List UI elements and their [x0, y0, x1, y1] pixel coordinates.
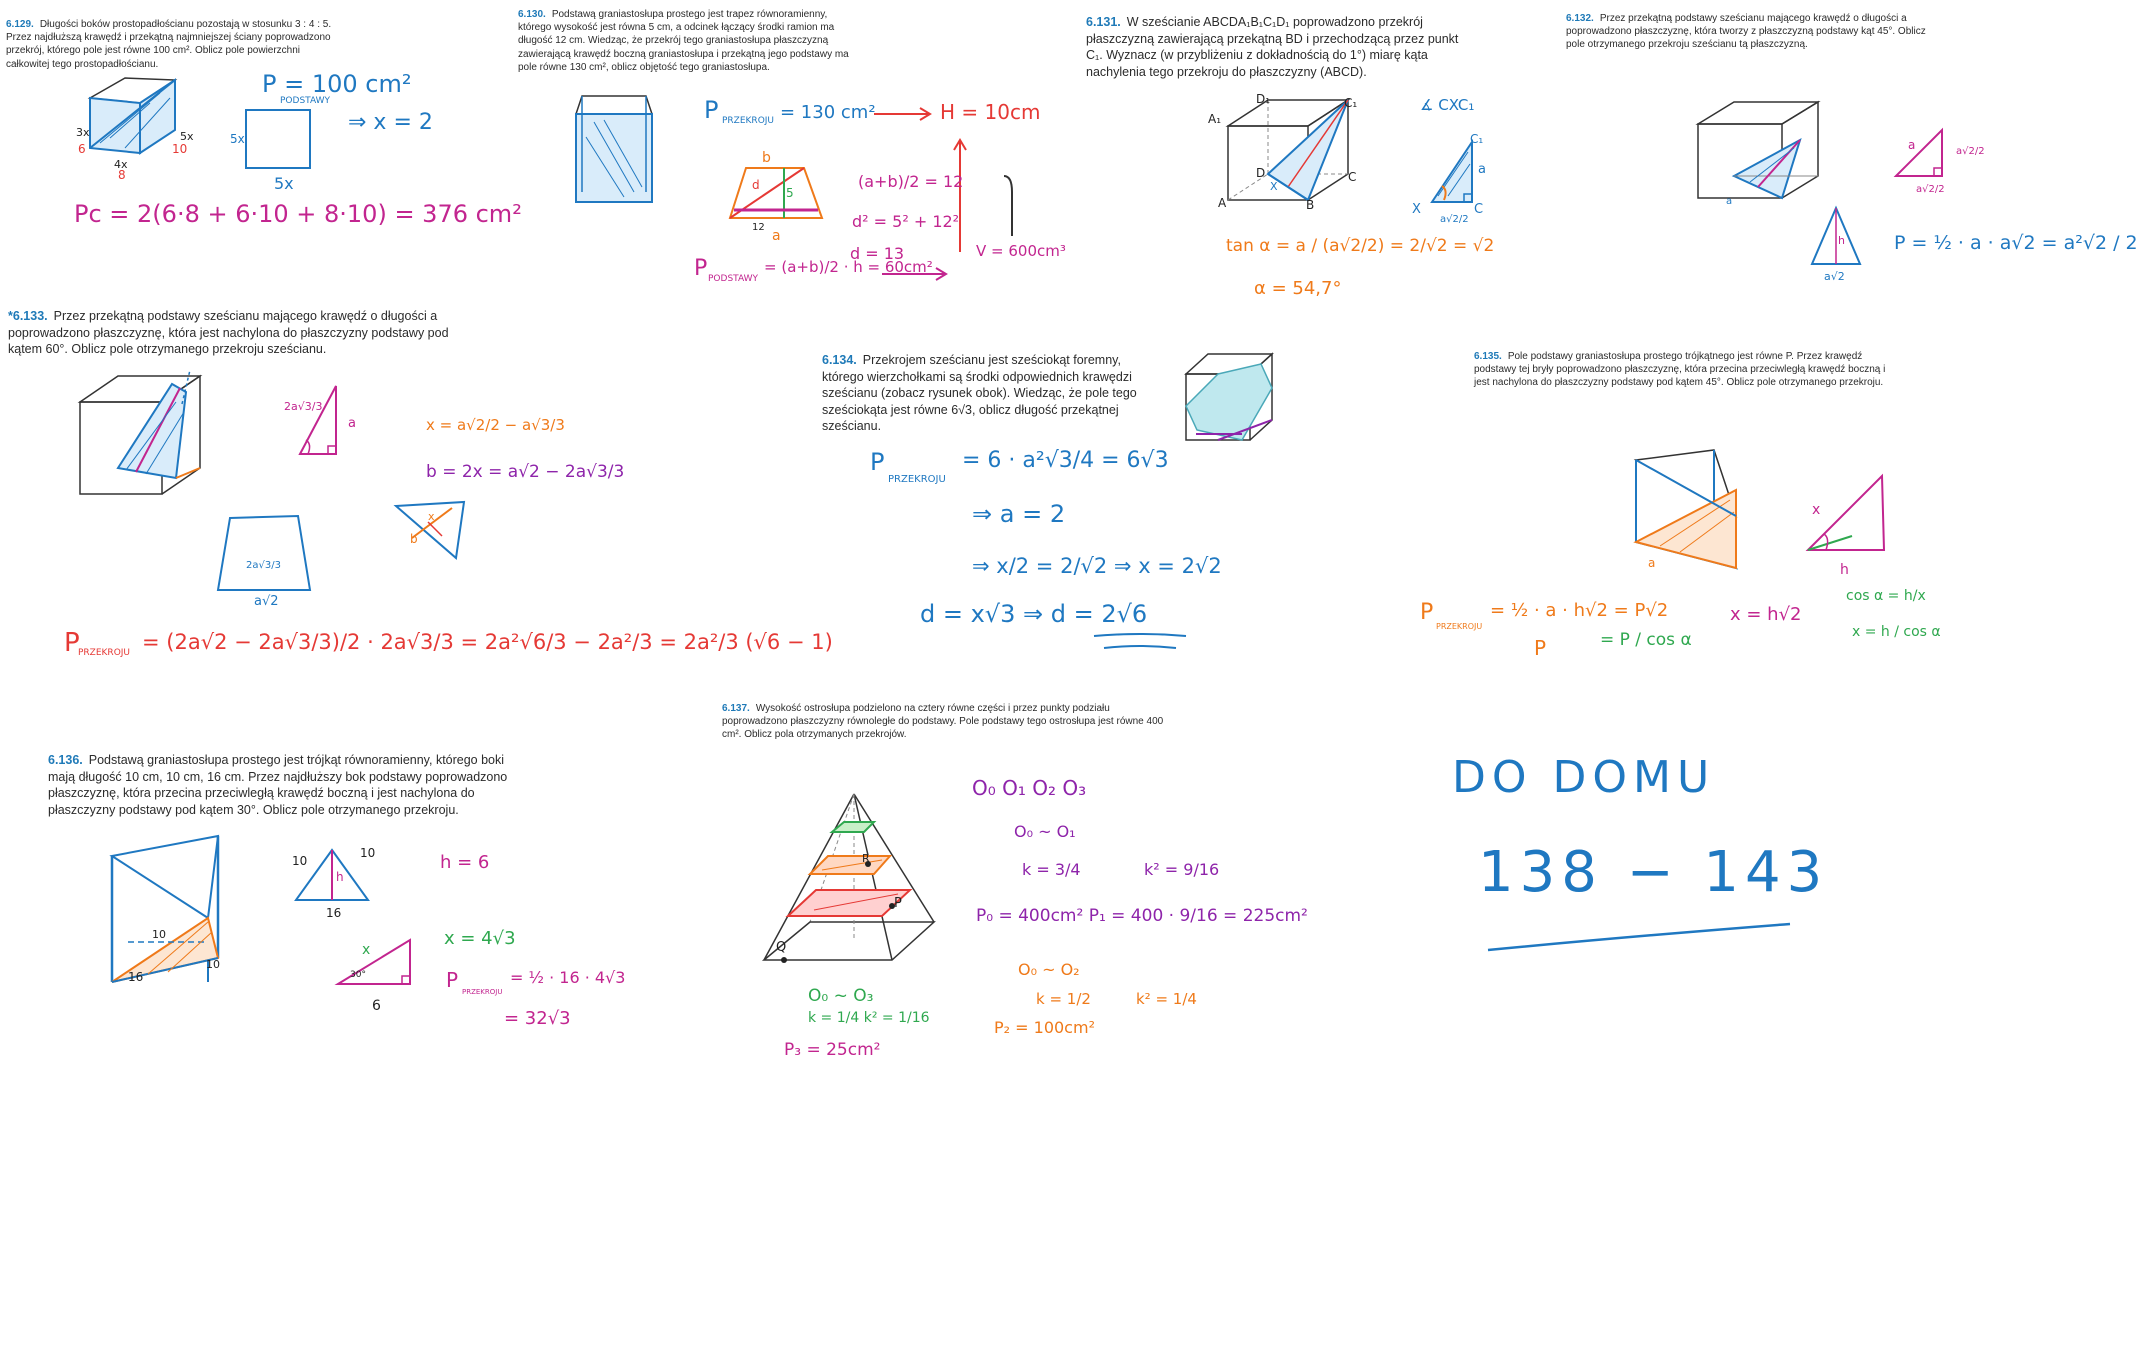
section-area-formula: = ½ · a · h√2 = P√2 — [1490, 600, 1669, 621]
task-text: Wysokość ostrosłupa podzielono na cztery równe części i przez punkty podziału poprowadzono płaszczyzny równoległe do podstawy. Pole podstawy tego ostrosłupa jest równe 400 cm². Oblicz pola otrzymanych przekrojów. — [722, 703, 1164, 741]
area-p1: P₀ = 400cm² P₁ = 400 · 9/16 = 225cm² — [976, 906, 1308, 926]
section-area-formula: = ½ · 16 · 4√3 — [510, 968, 626, 987]
prism-10a: 10 — [152, 928, 166, 941]
section-area-result: = 32√3 — [504, 1008, 571, 1029]
vertex-C: C — [1348, 170, 1357, 184]
label-6: 6 — [78, 142, 86, 156]
task-6-133 — [8, 308, 468, 358]
vertex-A1: A₁ — [1208, 112, 1222, 126]
volume-value: V = 600cm³ — [976, 242, 1066, 260]
trap-12: 12 — [752, 222, 765, 233]
x-cos: x = h / cos α — [1852, 624, 1941, 640]
vertex-D: D — [1256, 166, 1266, 180]
p-under: P — [1534, 636, 1547, 660]
task-text: Podstawą graniastosłupa prostego jest trapez równoramienny, którego wysokość jest równa 5 cm, a odcinek łączący środki ramion ma długość 12 cm. Wiedząc, że przekrój tego graniastosłupa płaszczyzną zawierającą krawędź boczną graniastosłupa i przekątną jego podstawy ma pole równe 130 cm², oblicz objętość tego graniastosłupa. — [518, 9, 849, 73]
kite-b: b — [410, 532, 418, 546]
task-text: Długości boków prostopadłościanu pozostają w stosunku 3 : 4 : 5. Przez najdłuższą krawędź i przekątną najmniejszej ściany poprowadzono przekrój, którego pole jest równe 100 cm². Oblicz pole powierzchni całkowitej tego prostopadłościanu. — [6, 19, 332, 70]
eq-pythag: d² = 5² + 12² — [852, 212, 960, 231]
point-R: R — [862, 852, 870, 865]
base-area-label: P — [694, 256, 708, 281]
task-text: Podstawą graniastosłupa prostego jest trójkąt równoramienny, którego boki mają długość 10 cm, 10 cm, 16 cm. Przez najdłuższy bok podstawy poprowadzono płaszczyznę, która przecina przeciwległą krawędź boczną i jest nachylona do płaszczyzny podstawy pod kątem 30°. Oblicz pole otrzymanego przekroju. — [48, 753, 508, 817]
task-6-135 — [1474, 350, 1888, 390]
prism-a: a — [1648, 556, 1656, 570]
eq-d: d = 13 — [850, 244, 905, 263]
homework-underline — [1484, 916, 1794, 956]
total-area: Pc = 2(6·8 + 6·10 + 8·10) = 376 cm² — [74, 200, 522, 228]
base-10a: 10 — [292, 854, 308, 868]
point-P: P — [894, 896, 902, 911]
section-area-sub: PRZEKROJU — [722, 116, 775, 126]
tri-hyp-label: 2a√3/3 — [284, 400, 323, 413]
k1: k = 3/4 — [1022, 860, 1081, 879]
tan-formula: tan α = a / (a√2/2) = 2/√2 = √2 — [1226, 236, 1495, 256]
b-formula: b = 2x = a√2 − 2a√3/3 — [426, 462, 625, 482]
x-formula: x = h√2 — [1730, 604, 1802, 625]
prism-16: 16 — [128, 970, 144, 984]
point-Q: Q — [776, 940, 787, 955]
section-area-label: P — [704, 96, 719, 124]
triangle-136 — [334, 936, 414, 988]
sim-02: O₀ ~ O₂ — [1018, 960, 1080, 979]
task-number: 6.134. — [822, 353, 857, 367]
task-number: *6.133. — [8, 309, 48, 323]
tri-side-right: a√2/2 — [1956, 146, 1985, 157]
tri-a: a — [1478, 162, 1486, 177]
angle-cxc1: ∡ CXC₁ — [1420, 96, 1475, 114]
trapezoid-133 — [214, 514, 314, 594]
section-area-label: P — [64, 628, 80, 658]
arrow-to-h — [872, 104, 934, 124]
task-6-134 — [822, 352, 1166, 435]
hexagon-cube-134 — [1182, 350, 1276, 450]
task-6-136 — [48, 752, 518, 818]
task-number: 6.136. — [48, 753, 83, 767]
trap-a: a — [772, 228, 781, 244]
base-h: h — [336, 870, 344, 884]
tri-6: 6 — [372, 998, 381, 1014]
task-text: Pole podstawy graniastosłupa prostego trójkątnego jest równe P. Przez krawędź podstawy tej bryły poprowadzono płaszczyznę, która przecina przeciwległą krawędź boczną i jest nachylona do płaszczyzny podstawy pod kątem 45°. Oblicz pole otrzymanego przekroju. — [1474, 351, 1886, 389]
task-6-132 — [1566, 12, 1926, 52]
iso-base: a√2 — [1824, 270, 1845, 283]
k2sq: k² = 1/4 — [1136, 990, 1197, 1008]
task-text: Przez przekątną podstawy sześcianu mającego krawędź o długości a poprowadzono płaszczyznę, która jest nachylona do płaszczyzny podstawy pod kątem 60°. Oblicz pole otrzymanego przekroju sześcianu. — [8, 309, 449, 356]
underline-134 — [1090, 630, 1190, 654]
homework-range: 138 − 143 — [1478, 840, 1829, 905]
tri-X: X — [1412, 202, 1421, 217]
task-number: 6.135. — [1474, 351, 1502, 362]
iso-h: h — [1838, 234, 1845, 247]
label-5x: 5x — [180, 130, 194, 143]
task-6-131 — [1086, 14, 1476, 80]
task-number: 6.131. — [1086, 15, 1121, 29]
base-area-sub: PODSTAWY — [708, 274, 759, 284]
tri-a-label: a — [348, 416, 356, 431]
prism-diagram-130 — [574, 92, 654, 212]
rectangle-sketch — [244, 108, 314, 172]
dashed-extension — [178, 368, 198, 408]
area-given: P = 100 cm² — [262, 70, 412, 98]
sections-list: O₀ O₁ O₂ O₃ — [972, 776, 1087, 800]
tri-x: x — [362, 942, 371, 958]
arrow-up — [950, 136, 970, 256]
area-subscript: PODSTAWY — [280, 96, 331, 106]
task-text: W sześcianie ABCDA₁B₁C₁D₁ poprowadzono przekrój płaszczyzną zawierającą przekątną BD i przechodzącą przez punkt C₁. Wyznacz (w przybliżeniu z dokładnością do 1°) miarę kąta nachylenia tego przekroju do płaszczyzny (ABCD). — [1086, 15, 1459, 79]
label-10: 10 — [172, 142, 188, 156]
tri-x: x — [1812, 502, 1821, 518]
area-p3: P₃ = 25cm² — [784, 1040, 881, 1060]
tri-C1: C₁ — [1470, 132, 1484, 146]
trap-d: d — [752, 178, 760, 192]
vertex-C1: C₁ — [1344, 96, 1358, 110]
hex-area-label: P — [870, 448, 885, 476]
trap-b: b — [762, 150, 771, 166]
isosceles-triangle-132 — [1808, 204, 1864, 268]
vertex-D1: D₁ — [1256, 92, 1271, 106]
task-number: 6.130. — [518, 9, 546, 20]
trap-base: a√2 — [254, 594, 279, 609]
task-number: 6.132. — [1566, 13, 1594, 24]
cube-diagram-131 — [1222, 96, 1362, 206]
point-X: X — [1270, 180, 1278, 193]
area-p2: P₂ = 100cm² — [994, 1018, 1095, 1037]
label-8: 8 — [118, 168, 126, 182]
hex-area-formula: = 6 · a²√3/4 = 6√3 — [962, 448, 1169, 473]
vertex-A: A — [1218, 196, 1227, 210]
eq-midline: (a+b)/2 = 12 — [858, 172, 964, 191]
area-132: P = ½ · a · a√2 = a²√2 / 2 — [1894, 232, 2138, 254]
rect-side-5x: 5x — [230, 132, 245, 146]
section-area-sub: PRZEKROJU — [462, 988, 503, 996]
tri-base: a√2/2 — [1440, 214, 1469, 225]
rect-base-5x: 5x — [274, 174, 294, 193]
base-16: 16 — [326, 906, 342, 920]
task-6-129 — [6, 18, 346, 71]
prism-diagram-135 — [1630, 446, 1740, 572]
x-result: ⇒ x/2 = 2/√2 ⇒ x = 2√2 — [972, 554, 1222, 578]
label-4x: 4x — [114, 158, 128, 171]
trap-height: 2a√3/3 — [246, 560, 281, 571]
section-area-value: = 130 cm² — [780, 102, 876, 123]
homework-title: DO DOMU — [1452, 752, 1716, 803]
alpha-result: α = 54,7° — [1254, 278, 1342, 299]
x-result: ⇒ x = 2 — [348, 110, 433, 135]
cube-edge-a: a — [1726, 196, 1733, 207]
tri-h: h — [1840, 562, 1849, 578]
task-6-130 — [518, 8, 856, 74]
section-area-formula: = (2a√2 − 2a√3/3)/2 · 2a√3/3 = 2a²√6/3 − 2a²/3 = 2a²/3 (√6 − 1) — [142, 630, 833, 654]
x-formula: x = a√2/2 − a√3/3 — [426, 416, 565, 434]
kite-x: x — [428, 510, 435, 523]
hex-area-sub: PRZEKROJU — [888, 474, 946, 485]
section-area-label: P — [446, 968, 459, 992]
tri-30: 30° — [350, 970, 366, 980]
tri-side-bottom: a√2/2 — [1916, 184, 1945, 195]
vertex-B: B — [1306, 198, 1315, 212]
a-result: ⇒ a = 2 — [972, 500, 1066, 528]
k3: k = 1/4 k² = 1/16 — [808, 1010, 930, 1026]
tri-C: C — [1474, 202, 1484, 217]
p-cos: = P / cos α — [1600, 630, 1692, 650]
k2: k = 1/2 — [1036, 990, 1091, 1008]
k1sq: k² = 9/16 — [1144, 860, 1220, 879]
sim-03: O₀ ~ O₃ — [808, 986, 874, 1006]
task-number: 6.129. — [6, 19, 34, 30]
task-6-137 — [722, 702, 1164, 742]
base-area-value: = (a+b)/2 · h = 60cm² — [764, 258, 933, 276]
task-text: Przekrojem sześcianu jest sześciokąt foremny, którego wierzchołkami są środki odpowiednich krawędzi sześcianu (zobacz rysunek obok). Wiedząc, że pole tego sześciokąta jest równe 6√3, oblicz długość przekątnej sześcianu. — [822, 353, 1137, 433]
kite-133 — [392, 498, 468, 562]
task-number: 6.137. — [722, 703, 750, 714]
cube-diagram-132 — [1694, 98, 1824, 202]
section-area-sub: PRZEKROJU — [1436, 622, 1483, 631]
arrow-to-v — [880, 264, 950, 284]
label-3x: 3x — [76, 126, 90, 139]
prism-10b: 10 — [206, 958, 220, 971]
cos-formula: cos α = h/x — [1846, 588, 1926, 604]
triangle-132 — [1892, 126, 1952, 180]
triangle-133 — [296, 382, 342, 458]
diag-result: d = x√3 ⇒ d = 2√6 — [920, 600, 1148, 628]
base-10b: 10 — [360, 846, 376, 860]
h-result: h = 6 — [440, 852, 490, 873]
task-text: Przez przekątną podstawy sześcianu mającego krawędź o długości a poprowadzono płaszczyznę, która tworzy z płaszczyzną podstawy kąt 45°. Oblicz pole otrzymanego przekroju sześcianu tą płaszczyzną. — [1566, 13, 1926, 51]
tri-side-a: a — [1908, 138, 1916, 152]
trapezoid-diagram-130 — [726, 162, 826, 224]
trap-5: 5 — [786, 186, 794, 200]
height-value: H = 10cm — [940, 100, 1041, 124]
bracket-130 — [1000, 172, 1020, 242]
sim-01: O₀ ~ O₁ — [1014, 822, 1076, 841]
section-area-sub: PRZEKROJU — [78, 648, 131, 658]
section-area-label: P — [1420, 600, 1434, 625]
x-result: x = 4√3 — [444, 928, 516, 949]
